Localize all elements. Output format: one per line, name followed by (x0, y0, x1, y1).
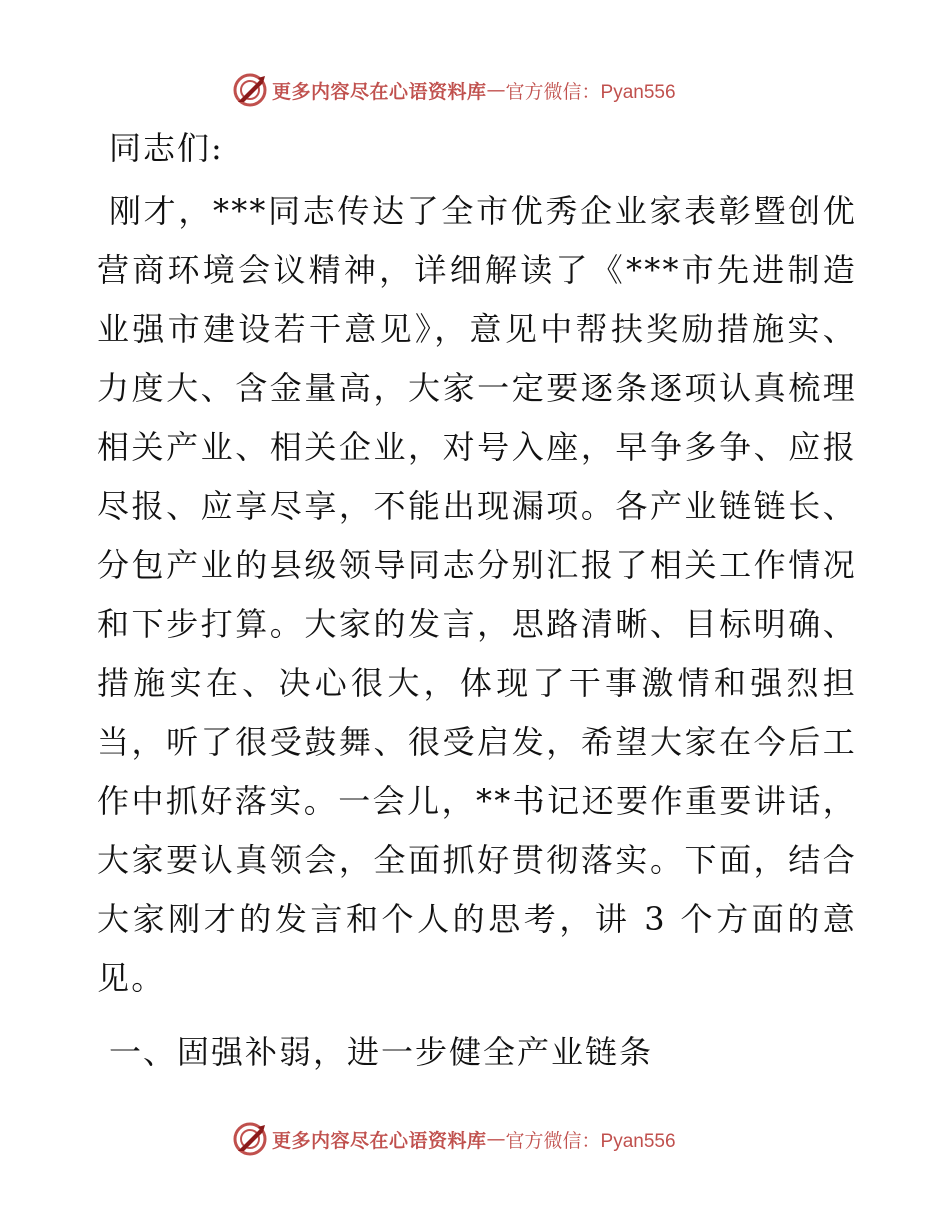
watermark-text: 更多内容尽在心语资料库 (272, 80, 487, 103)
document-body (97, 122, 857, 1078)
watermark-header (232, 70, 752, 110)
watermark-text: 更多内容尽在心语资料库 (272, 1129, 487, 1152)
quill-logo-icon (232, 1121, 268, 1157)
watermark-wechat: 官方微信：Pyan556 (505, 1130, 676, 1152)
watermark-wechat: 官方微信：Pyan556 (505, 81, 676, 103)
watermark-footer (232, 1119, 752, 1159)
section-heading: 一、固强补弱，进一步健全产业链条 (109, 1033, 654, 1071)
watermark-separator: — (486, 1128, 506, 1150)
watermark-separator: — (486, 79, 506, 101)
intro-paragraph: 刚才，***同志传达了全市优秀企业家表彰暨创优营商环境会议精神，详细解读了《***市先进制造业强市建设若干意见》，意见中帮扶奖励措施实、力度大、含金量高，大家一定要逐条逐项认真梳理相关产业、相关企业，对号入座，早争多争、应报尽报、应享尽享，不能出现漏项。各产业链链长、分包产业的县级领导同志分别汇报了相关工作情况和下步打算。大家的发言，思路清晰、目标明确、措施实在、决心很大，体现了干事激情和强烈担当，听了很受鼓舞、很受启发，希望大家在今后工作中抓好落实。一会儿，**书记还要作重要讲话，大家要认真领会，全面抓好贯彻落实。下面，结合大家刚才的发言和个人的思考，讲 3 个方面的意见。 (97, 192, 857, 997)
quill-logo-icon (232, 72, 268, 108)
salutation: 同志们: (109, 129, 224, 167)
